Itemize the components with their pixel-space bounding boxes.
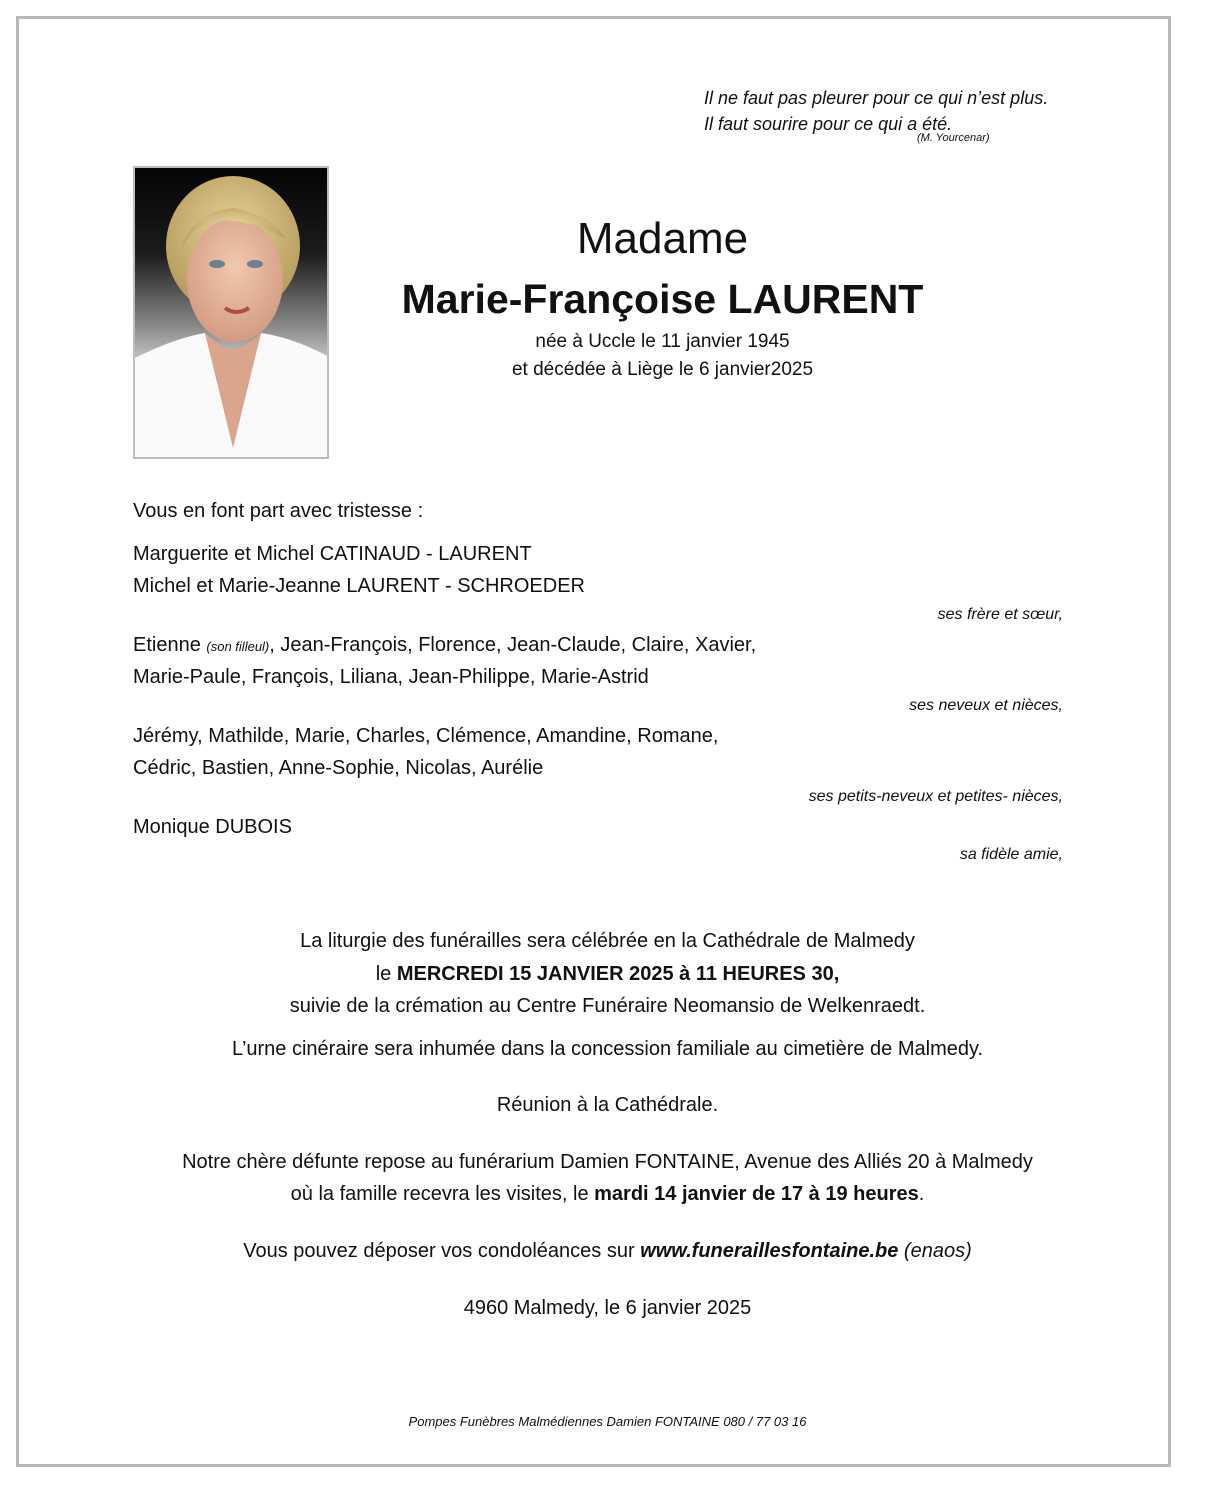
funeral-date-prefix: le	[375, 963, 397, 985]
visit-suffix: .	[918, 1183, 925, 1205]
funeral-line-2	[0, 958, 1215, 990]
quote-author: (M. Yourcenar)	[917, 132, 990, 144]
nephews-line-1	[133, 629, 756, 663]
announcement-intro: Vous en font part avec tristesse :	[133, 500, 424, 522]
visit-time: mardi 14 janvier de 17 à 19 heures	[594, 1183, 919, 1205]
nephew-etienne: Etienne	[133, 634, 201, 656]
condolence-prefix: Vous pouvez déposer vos condoléances sur	[243, 1240, 641, 1262]
honorific: Madame	[576, 214, 749, 263]
grand-nephews-line-1: Jérémy, Mathilde, Marie, Charles, Clémence, Amandine, Romane,	[133, 725, 719, 747]
birth-info: née à Uccle le 11 janvier 1945	[535, 331, 790, 352]
quote-line-2: Il faut sourire pour ce qui a été.	[704, 114, 953, 134]
death-info: et décédée à Liège le 6 janvier2025	[511, 359, 814, 380]
funeral-line-3: suivie de la crémation au Centre Funéraire Neomansio de Welkenraedt.	[289, 995, 926, 1017]
friend-name: Monique DUBOIS	[133, 816, 292, 838]
siblings-relation: ses frère et sœur,	[937, 606, 1063, 623]
nephews-rest: , Jean-François, Florence, Jean-Claude, Claire, Xavier,	[269, 634, 757, 656]
deceased-name: Marie-Françoise LAURENT	[401, 276, 924, 322]
sibling-2: Michel et Marie-Jeanne LAURENT - SCHROEDER	[133, 575, 585, 597]
condolence-line	[0, 1235, 1215, 1267]
nephews-line-2: Marie-Paule, François, Liliana, Jean-Philippe, Marie-Astrid	[133, 666, 649, 688]
rest-line-1: Notre chère défunte repose au funérarium Damien FONTAINE, Avenue des Alliés 20 à Malmedy	[182, 1151, 1033, 1173]
friend-relation: sa fidèle amie,	[959, 846, 1063, 863]
grand-nephews-line-2: Cédric, Bastien, Anne-Sophie, Nicolas, Aurélie	[133, 757, 544, 779]
reunion-info: Réunion à la Cathédrale.	[496, 1094, 719, 1116]
condolence-website-link[interactable]: www.funeraillesfontaine.be	[640, 1240, 899, 1262]
place-date: 4960 Malmedy, le 6 janvier 2025	[463, 1297, 752, 1319]
nephews-relation: ses neveux et nièces,	[909, 697, 1063, 714]
godson-note: (son filleul)	[206, 639, 270, 654]
footer-credit: Pompes Funèbres Malmédiennes Damien FONTAINE 080 / 77 03 16	[408, 1414, 807, 1429]
visit-prefix: où la famille recevra les visites, le	[290, 1183, 595, 1205]
quote-line-1: Il ne faut pas pleurer pour ce qui n’est plus.	[704, 88, 1049, 108]
condolence-suffix: (enaos)	[898, 1240, 972, 1262]
funeral-date: MERCREDI 15 JANVIER 2025 à 11 HEURES 30,	[396, 963, 840, 985]
sibling-1: Marguerite et Michel CATINAUD - LAURENT	[133, 543, 532, 565]
funeral-line-1: La liturgie des funérailles sera célébrée en la Cathédrale de Malmedy	[300, 930, 915, 952]
grand-nephews-relation: ses petits-neveux et petites- nièces,	[808, 788, 1063, 805]
rest-line-2	[0, 1178, 1215, 1210]
urn-info: L’urne cinéraire sera inhumée dans la concession familiale au cimetière de Malmedy.	[231, 1038, 984, 1060]
